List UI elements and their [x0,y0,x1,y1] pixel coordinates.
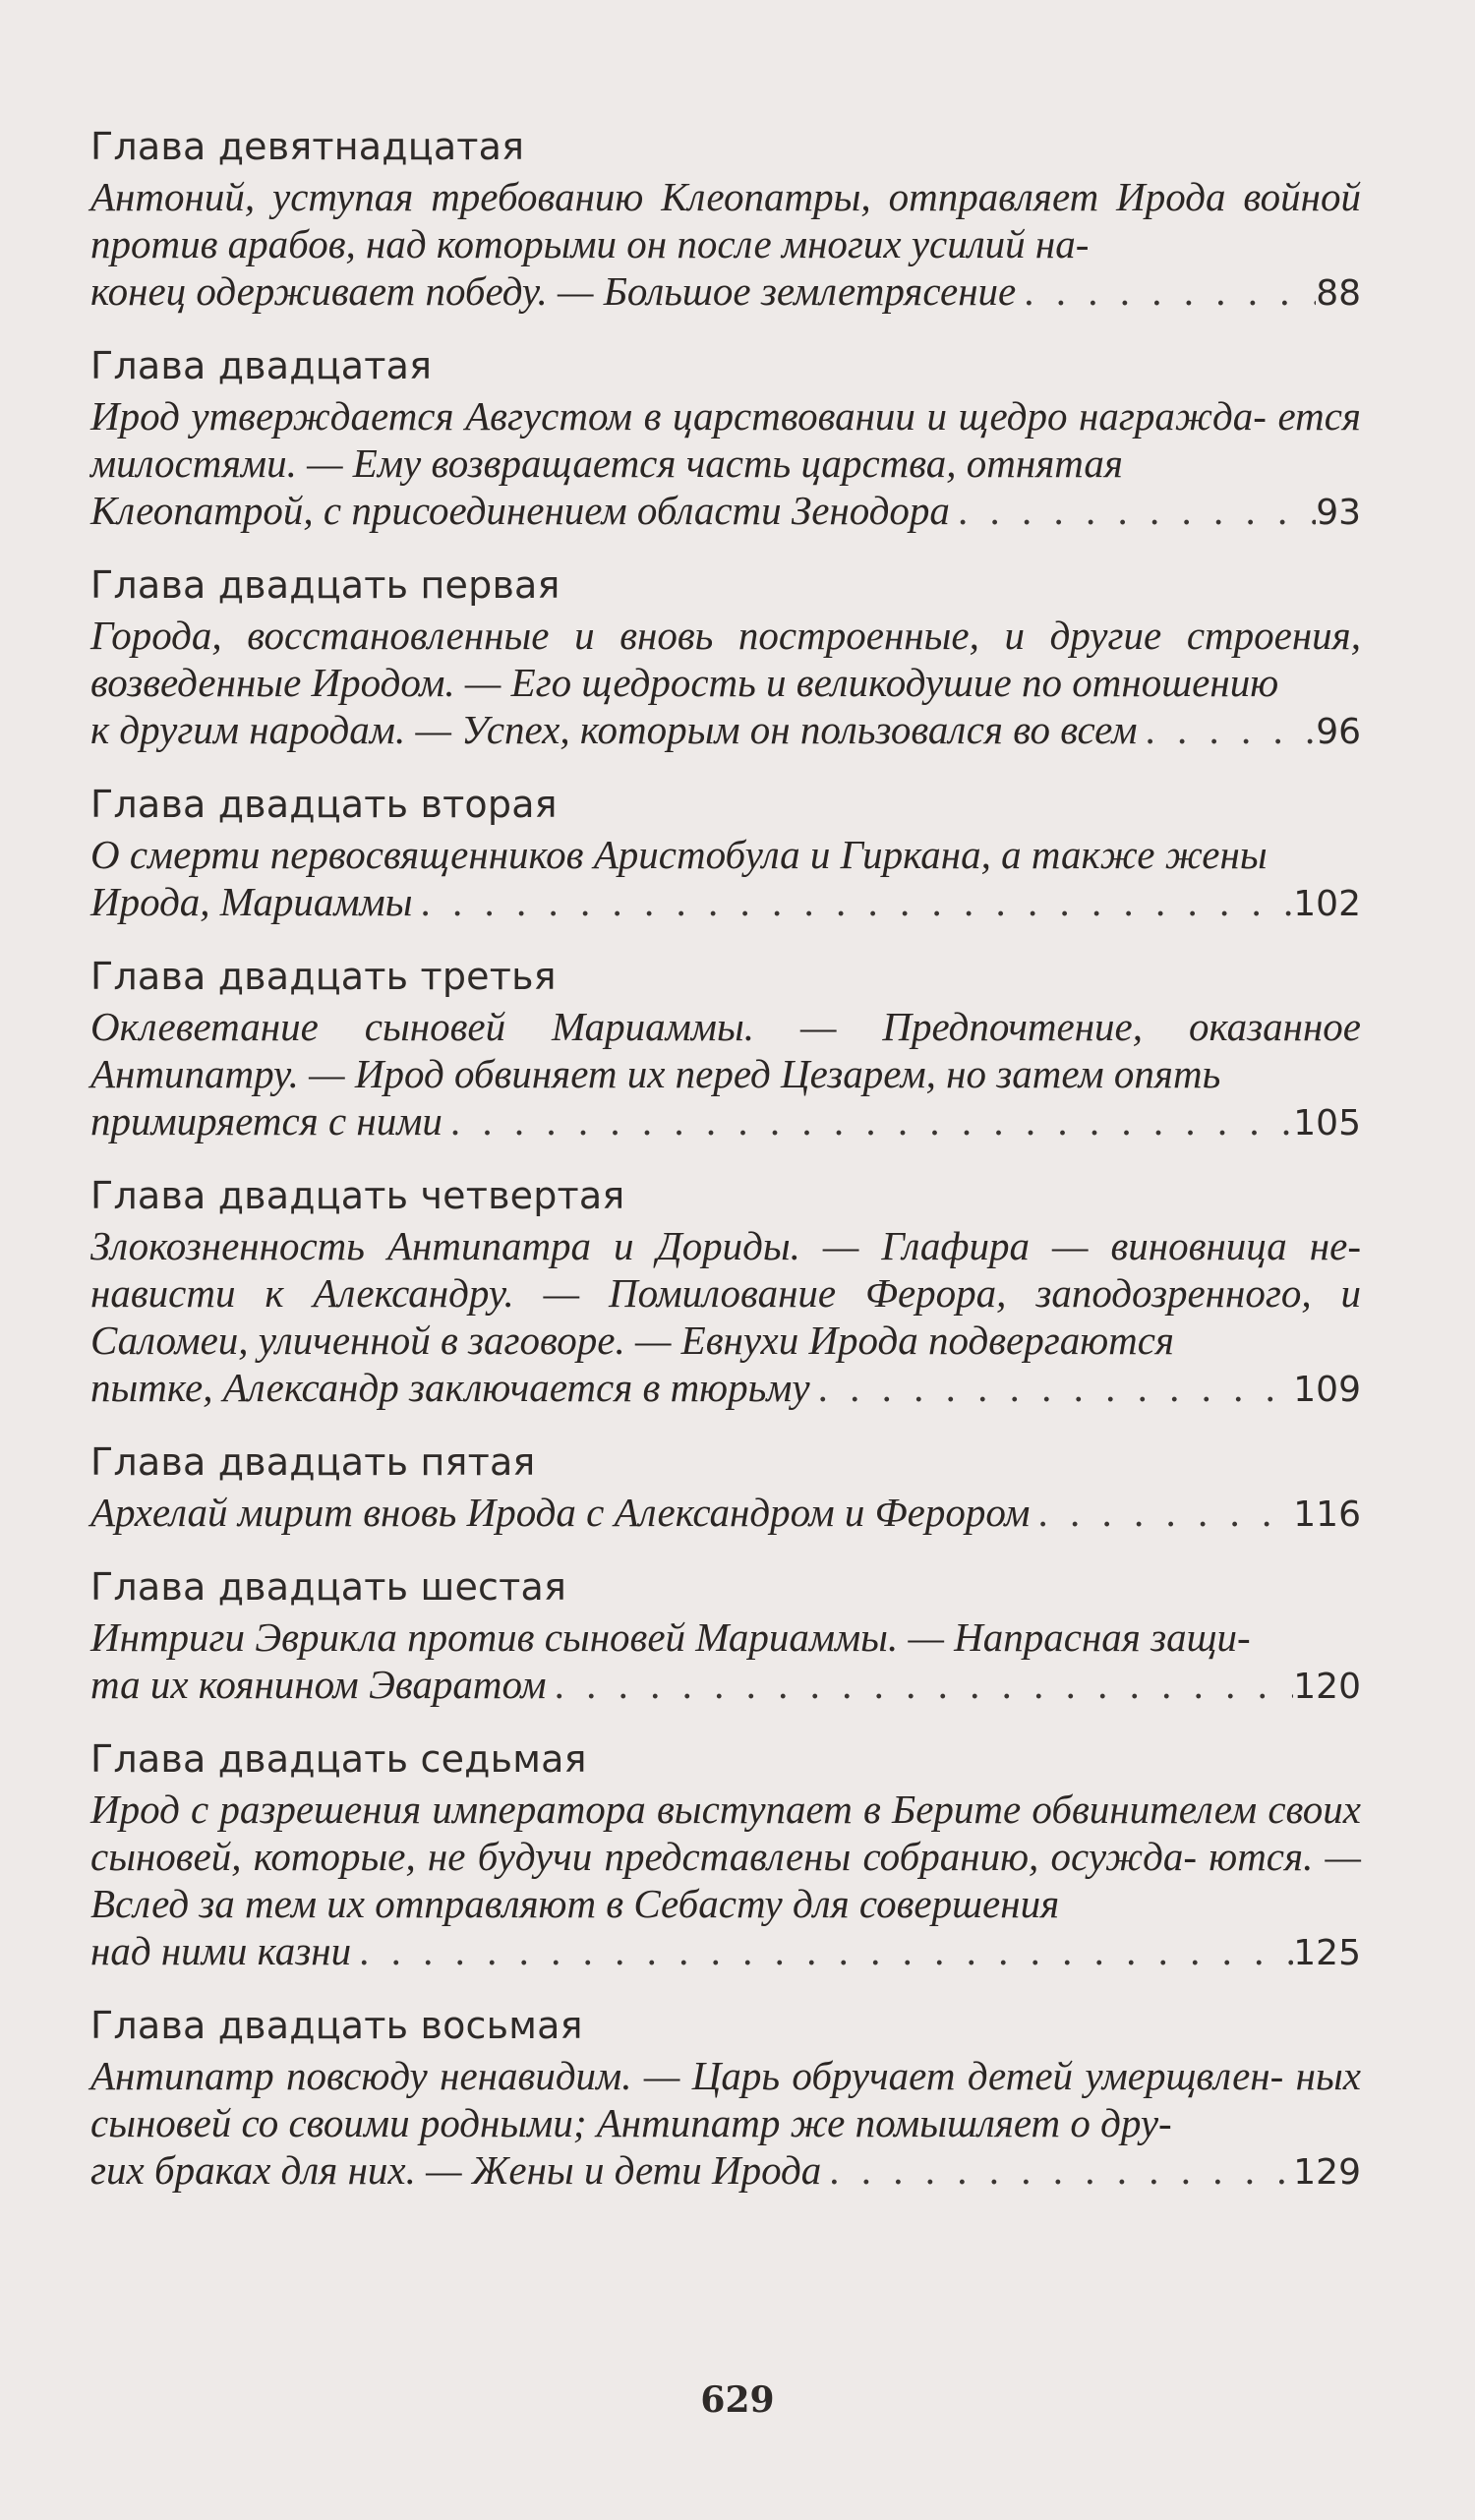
page-reference: 129 [1293,2152,1361,2193]
chapter-description [90,1613,1361,1711]
chapter-title: Глава двадцать восьмая [90,2004,583,2047]
chapter-title: Глава двадцать вторая [90,783,558,826]
description-last-line [90,878,1361,928]
description-last-line [90,487,1361,537]
chapter-description [90,173,1361,318]
description-text: Злокозненность Антипатра и Дориды. — Глафира — виновница не- нависти к Александру. — Помилование Ферора, заподозренного, и Саломеи, уличенной в заговоре. — Евнухи Ирода подвергаются [90,1223,1361,1363]
description-text: Ирод утверждается Августом в царствовании и щедро награжда- ется милостями. — Ему возвращается часть царства, отнятая [90,393,1361,486]
description-last-text: гих браках для них. — Жены и дети Ирода [90,2147,822,2193]
page-reference: 96 [1316,712,1361,752]
dot-leader [810,1364,1294,1411]
description-text: Антипатр повсюду ненавидим. — Царь обручает детей умерщвлен- ных сыновей со своими родными; Антипатр же помышляет о дру- [90,2053,1361,2145]
page-reference: 88 [1316,273,1361,314]
description-text: Города, восстановленные и вновь построенные, и другие строения, возведенные Иродом. — Его щедрость и великодушие по отношению [90,613,1361,705]
toc-entry [90,778,1361,928]
description-last-line [90,1927,1361,1977]
chapter-title: Глава двадцатая [90,344,433,387]
toc-entry [90,1436,1361,1539]
description-last-line [90,1661,1361,1711]
chapter-description [90,1786,1361,1977]
page-number: 629 [700,2379,775,2421]
chapter-title: Глава девятнадцатая [90,125,525,168]
description-text: О смерти первосвященников Аристобула и Гиркана, а также жены [90,832,1268,877]
page-reference: 105 [1293,1103,1361,1143]
dot-leader [1016,267,1316,315]
page-reference: 93 [1316,493,1361,533]
toc-entry [90,1732,1361,1977]
page-reference: 102 [1293,884,1361,924]
page-reference: 125 [1293,1933,1361,1973]
description-last-text: Архелай мирит вновь Ирода с Александром и Ферором [90,1490,1031,1535]
description-last-text: Клеопатрой, с присоединением области Зенодора [90,488,950,533]
description-last-text: пытке, Александр заключается в тюрьму [90,1365,810,1410]
toc-entry [90,950,1361,1147]
description-last-text: та их коянином Эваратом [90,1662,547,1707]
page-reference: 109 [1293,1370,1361,1410]
chapter-description [90,1489,1361,1539]
chapter-title: Глава двадцать четвертая [90,1174,625,1217]
chapter-title: Глава двадцать первая [90,563,560,607]
description-text: Антоний, уступая требованию Клеопатры, отправляет Ирода войной против арабов, над которыми он после многих усилий на- [90,174,1361,266]
description-last-line [90,1364,1361,1414]
chapter-description [90,612,1361,756]
page-reference: 120 [1293,1667,1361,1707]
description-last-text: над ними казни [90,1928,352,1973]
chapter-title: Глава двадцать третья [90,955,557,998]
description-last-text: конец одерживает победу. — Большое землетрясение [90,268,1017,314]
chapter-description [90,2052,1361,2197]
description-last-line [90,1097,1361,1147]
chapter-description [90,392,1361,537]
description-text: Ирод с разрешения императора выступает в Берите обвинителем своих сыновей, которые, не будучи представлены собранию, осужда- ются. — Вслед за тем их отправляют в Себасту для совершения [90,1787,1361,1926]
dot-leader [821,2146,1293,2194]
dot-leader [351,1927,1293,1974]
dot-leader [950,487,1316,534]
description-last-text: примиряется с ними [90,1098,442,1143]
dot-leader [442,1097,1293,1144]
description-last-line [90,1489,1361,1539]
toc-entry [90,1169,1361,1414]
toc-entry [90,1999,1361,2197]
chapter-description [90,831,1361,928]
description-last-line [90,2146,1361,2197]
dot-leader [1030,1489,1293,1536]
toc-entry [90,120,1361,318]
table-of-contents [90,120,1361,2218]
description-last-text: к другим народам. — Успех, которым он пользовался во всем [90,707,1138,752]
chapter-description [90,1003,1361,1147]
description-last-line [90,267,1361,318]
dot-leader [547,1661,1294,1708]
chapter-description [90,1222,1361,1414]
dot-leader [412,878,1293,925]
toc-entry [90,558,1361,756]
toc-entry [90,1560,1361,1711]
description-last-line [90,706,1361,756]
dot-leader [1138,706,1317,753]
chapter-title: Глава двадцать пятая [90,1440,536,1484]
toc-entry [90,339,1361,537]
description-text: Оклеветание сыновей Мариаммы. — Предпочтение, оказанное Антипатру. — Ирод обвиняет их перед Цезарем, но затем опять [90,1004,1361,1096]
chapter-title: Глава двадцать седьмая [90,1737,587,1781]
description-last-text: Ирода, Мариаммы [90,879,413,924]
description-text: Интриги Эврикла против сыновей Мариаммы. — Напрасная защи- [90,1614,1251,1660]
page-reference: 116 [1293,1494,1361,1535]
chapter-title: Глава двадцать шестая [90,1565,567,1609]
